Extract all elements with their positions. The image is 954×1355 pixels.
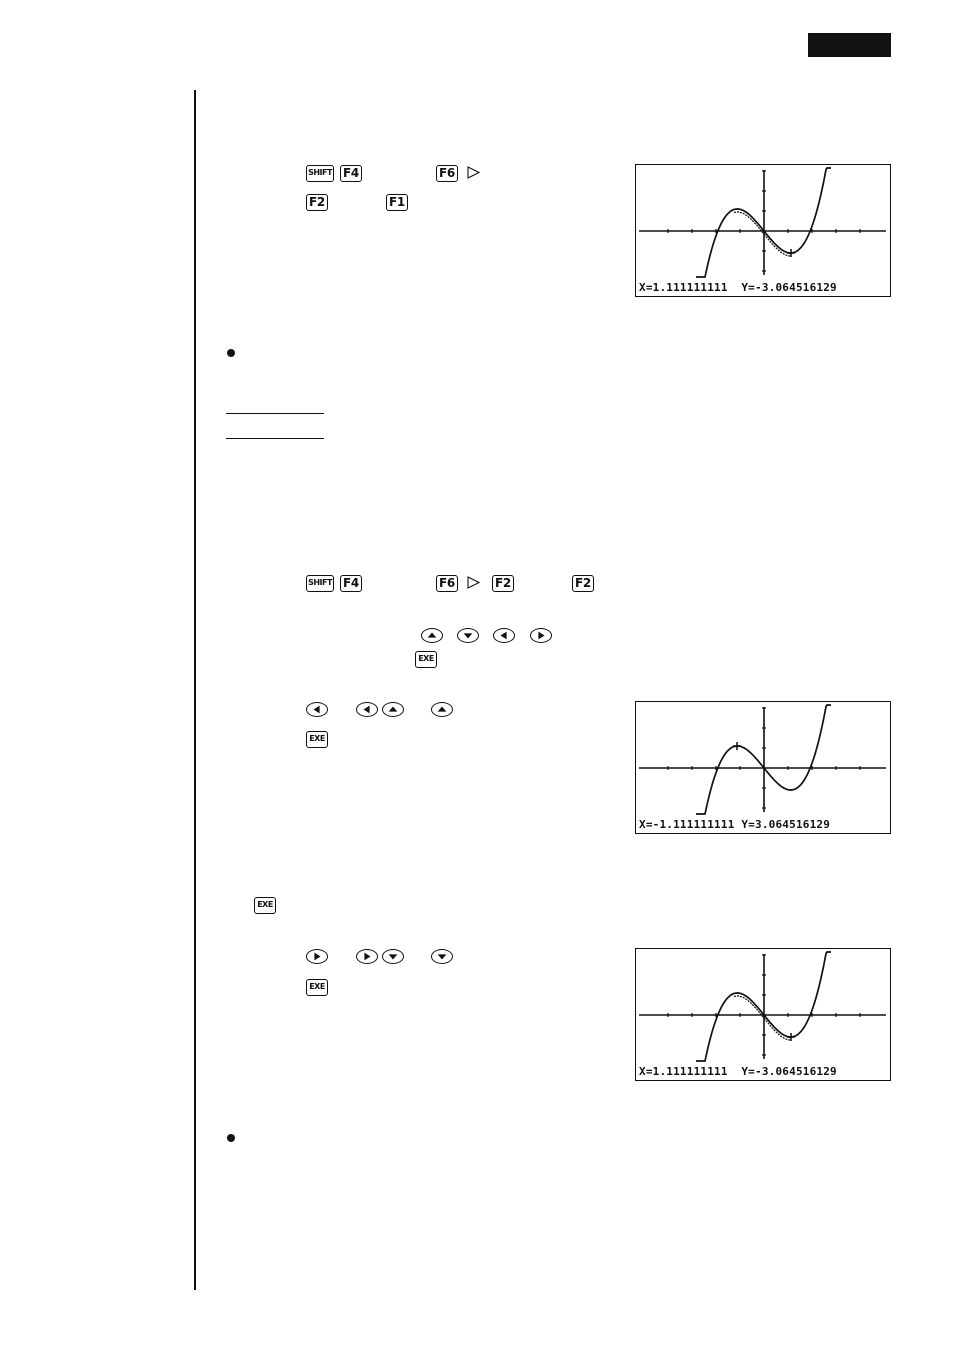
calculator-screen-2 xyxy=(635,701,891,834)
arrow-right-icon xyxy=(530,628,552,643)
arrow-left-icon xyxy=(493,628,515,643)
y-readout: Y=3.064516129 xyxy=(741,818,831,831)
arrow-left-icon xyxy=(306,702,328,717)
arrow-left-icon xyxy=(356,702,378,717)
f6-key: F6 xyxy=(436,165,458,182)
trace-readout xyxy=(639,281,837,294)
underline-rule xyxy=(226,413,324,414)
arrow-right-icon xyxy=(356,949,378,964)
menu-next-icon xyxy=(467,576,480,589)
f2-key: F2 xyxy=(492,575,514,592)
arrow-up-icon xyxy=(421,628,443,643)
shift-key: SHIFT xyxy=(306,575,334,592)
underline-rule xyxy=(226,438,324,439)
margin-rule xyxy=(194,90,196,1290)
trace-readout xyxy=(639,818,830,831)
trace-readout xyxy=(639,1065,837,1078)
exe-key: EXE xyxy=(415,651,437,668)
f2-key: F2 xyxy=(572,575,594,592)
f4-key: F4 xyxy=(340,575,362,592)
x-readout: X=1.111111111 xyxy=(639,281,728,294)
arrow-down-icon xyxy=(457,628,479,643)
exe-key: EXE xyxy=(306,731,328,748)
f1-key: F1 xyxy=(386,194,408,211)
shift-key: SHIFT xyxy=(306,165,334,182)
arrow-up-icon xyxy=(431,702,453,717)
y-readout: Y=-3.064516129 xyxy=(741,281,837,294)
bullet xyxy=(227,1134,235,1142)
graph-plot xyxy=(636,165,892,298)
exe-key: EXE xyxy=(306,979,328,996)
x-readout: X=-1.111111111 xyxy=(639,818,735,831)
arrow-up-icon xyxy=(382,702,404,717)
graph-plot xyxy=(636,949,892,1082)
chapter-tab xyxy=(808,33,891,57)
graph-plot xyxy=(636,702,892,835)
arrow-down-icon xyxy=(382,949,404,964)
arrow-down-icon xyxy=(431,949,453,964)
bullet xyxy=(227,349,235,357)
exe-key: EXE xyxy=(254,897,276,914)
menu-next-icon xyxy=(467,166,480,179)
calculator-screen-1 xyxy=(635,164,891,297)
f6-key: F6 xyxy=(436,575,458,592)
x-readout: X=1.111111111 xyxy=(639,1065,728,1078)
f4-key: F4 xyxy=(340,165,362,182)
calculator-screen-3 xyxy=(635,948,891,1081)
arrow-right-icon xyxy=(306,949,328,964)
y-readout: Y=-3.064516129 xyxy=(741,1065,837,1078)
f2-key: F2 xyxy=(306,194,328,211)
